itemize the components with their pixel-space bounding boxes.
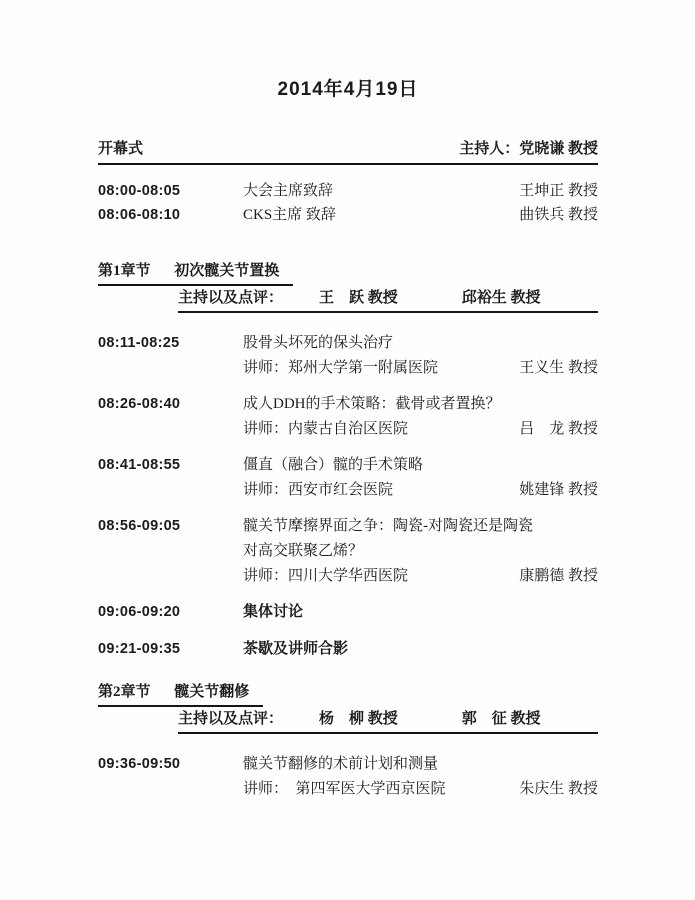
time-cell: 09:36-09:50 — [98, 756, 181, 772]
talk-title-row — [98, 331, 598, 356]
talk-item — [98, 392, 598, 442]
talk-title: 髋关节翻修的术前计划和测量 — [243, 756, 439, 772]
speaker-cell: 姚建锋 教授 — [519, 482, 598, 498]
talk-list — [98, 331, 598, 662]
opening-host: 主持人：党晓谦 教授 — [459, 141, 598, 157]
section-label: 第1章节 — [98, 263, 151, 279]
talk-title-line2: 对高交联聚乙烯？ — [243, 543, 364, 559]
lecturer-affiliation: 讲师：内蒙古自治区医院 — [243, 421, 409, 437]
moderator-name: 王 跃 教授 — [319, 290, 398, 306]
talk-title-row-2 — [98, 539, 598, 564]
opening-rows — [98, 179, 598, 227]
talk-title-row — [98, 392, 598, 417]
section-heading-text — [98, 682, 263, 707]
speaker-cell: 王义生 教授 — [519, 360, 598, 376]
time-cell: 08:00-08:05 — [98, 183, 181, 199]
time-cell: 09:21-09:35 — [98, 641, 181, 657]
schedule-row — [98, 179, 598, 203]
opening-title: 开幕式 — [98, 141, 144, 157]
moderator-row — [178, 709, 598, 734]
talk-lecturer-row — [98, 777, 598, 802]
schedule-row — [98, 600, 598, 625]
talk-item — [98, 453, 598, 503]
time-cell: 08:26-08:40 — [98, 396, 181, 412]
talk-title-row — [98, 514, 598, 539]
talk-title: 髋关节摩擦界面之争：陶瓷-对陶瓷还是陶瓷 — [243, 518, 533, 534]
lecturer-affiliation: 讲师：郑州大学第一附属医院 — [243, 360, 439, 376]
section-1 — [98, 261, 598, 662]
section-title: 髋关节翻修 — [174, 684, 250, 700]
talk-item — [98, 752, 598, 802]
speaker-cell: 康鹏德 教授 — [519, 568, 598, 584]
talk-title: 僵直（融合）髋的手术策略 — [243, 457, 424, 473]
time-cell: 08:11-08:25 — [98, 335, 180, 351]
section-heading — [98, 261, 598, 286]
time-cell: 08:41-08:55 — [98, 457, 181, 473]
opening-ceremony-header — [98, 138, 598, 165]
talk-lecturer-row — [98, 417, 598, 442]
moderator-name: 郭 征 教授 — [461, 711, 541, 727]
speaker-cell: 朱庆生 教授 — [519, 781, 598, 797]
lecturer-affiliation: 讲师：四川大学华西医院 — [243, 568, 409, 584]
talk-title: 股骨头坏死的保头治疗 — [243, 335, 394, 351]
moderator-name: 邱裕生 教授 — [461, 290, 541, 306]
section-title: 初次髋关节置换 — [174, 263, 280, 279]
topic-cell: 大会主席致辞 — [243, 183, 334, 199]
schedule-row — [98, 203, 598, 227]
talk-title-row — [98, 453, 598, 478]
talk-lecturer-row — [98, 478, 598, 503]
lecturer-affiliation: 讲师： 第四军医大学西京医院 — [243, 781, 446, 797]
section-heading-text — [98, 261, 293, 286]
time-cell: 08:06-08:10 — [98, 207, 181, 223]
topic-cell: 集体讨论 — [243, 604, 304, 620]
topic-cell: CKS主席 致辞 — [243, 207, 336, 223]
page-title: 2014年4月19日 — [277, 79, 419, 100]
section-2 — [98, 682, 598, 802]
talk-title: 成人DDH的手术策略：截骨或者置换？ — [243, 396, 501, 412]
section-heading — [98, 682, 598, 707]
topic-cell: 茶歇及讲师合影 — [243, 641, 349, 657]
speaker-cell: 曲铁兵 教授 — [519, 207, 598, 223]
schedule-row — [98, 637, 598, 662]
moderator-label: 主持以及点评： — [178, 711, 284, 727]
speaker-cell: 王坤正 教授 — [519, 183, 598, 199]
talk-lecturer-row — [98, 564, 598, 589]
moderator-name: 杨 柳 教授 — [319, 711, 398, 727]
time-cell: 08:56-09:05 — [98, 518, 181, 534]
talk-list — [98, 752, 598, 802]
speaker-cell: 吕 龙 教授 — [519, 421, 598, 437]
time-cell: 09:06-09:20 — [98, 604, 181, 620]
moderator-row — [178, 288, 598, 313]
lecturer-affiliation: 讲师：西安市红会医院 — [243, 482, 394, 498]
moderator-label: 主持以及点评： — [178, 290, 284, 306]
talk-item — [98, 514, 598, 589]
talk-item — [98, 331, 598, 381]
talk-lecturer-row — [98, 356, 598, 381]
talk-title-row — [98, 752, 598, 777]
section-label: 第2章节 — [98, 684, 151, 700]
